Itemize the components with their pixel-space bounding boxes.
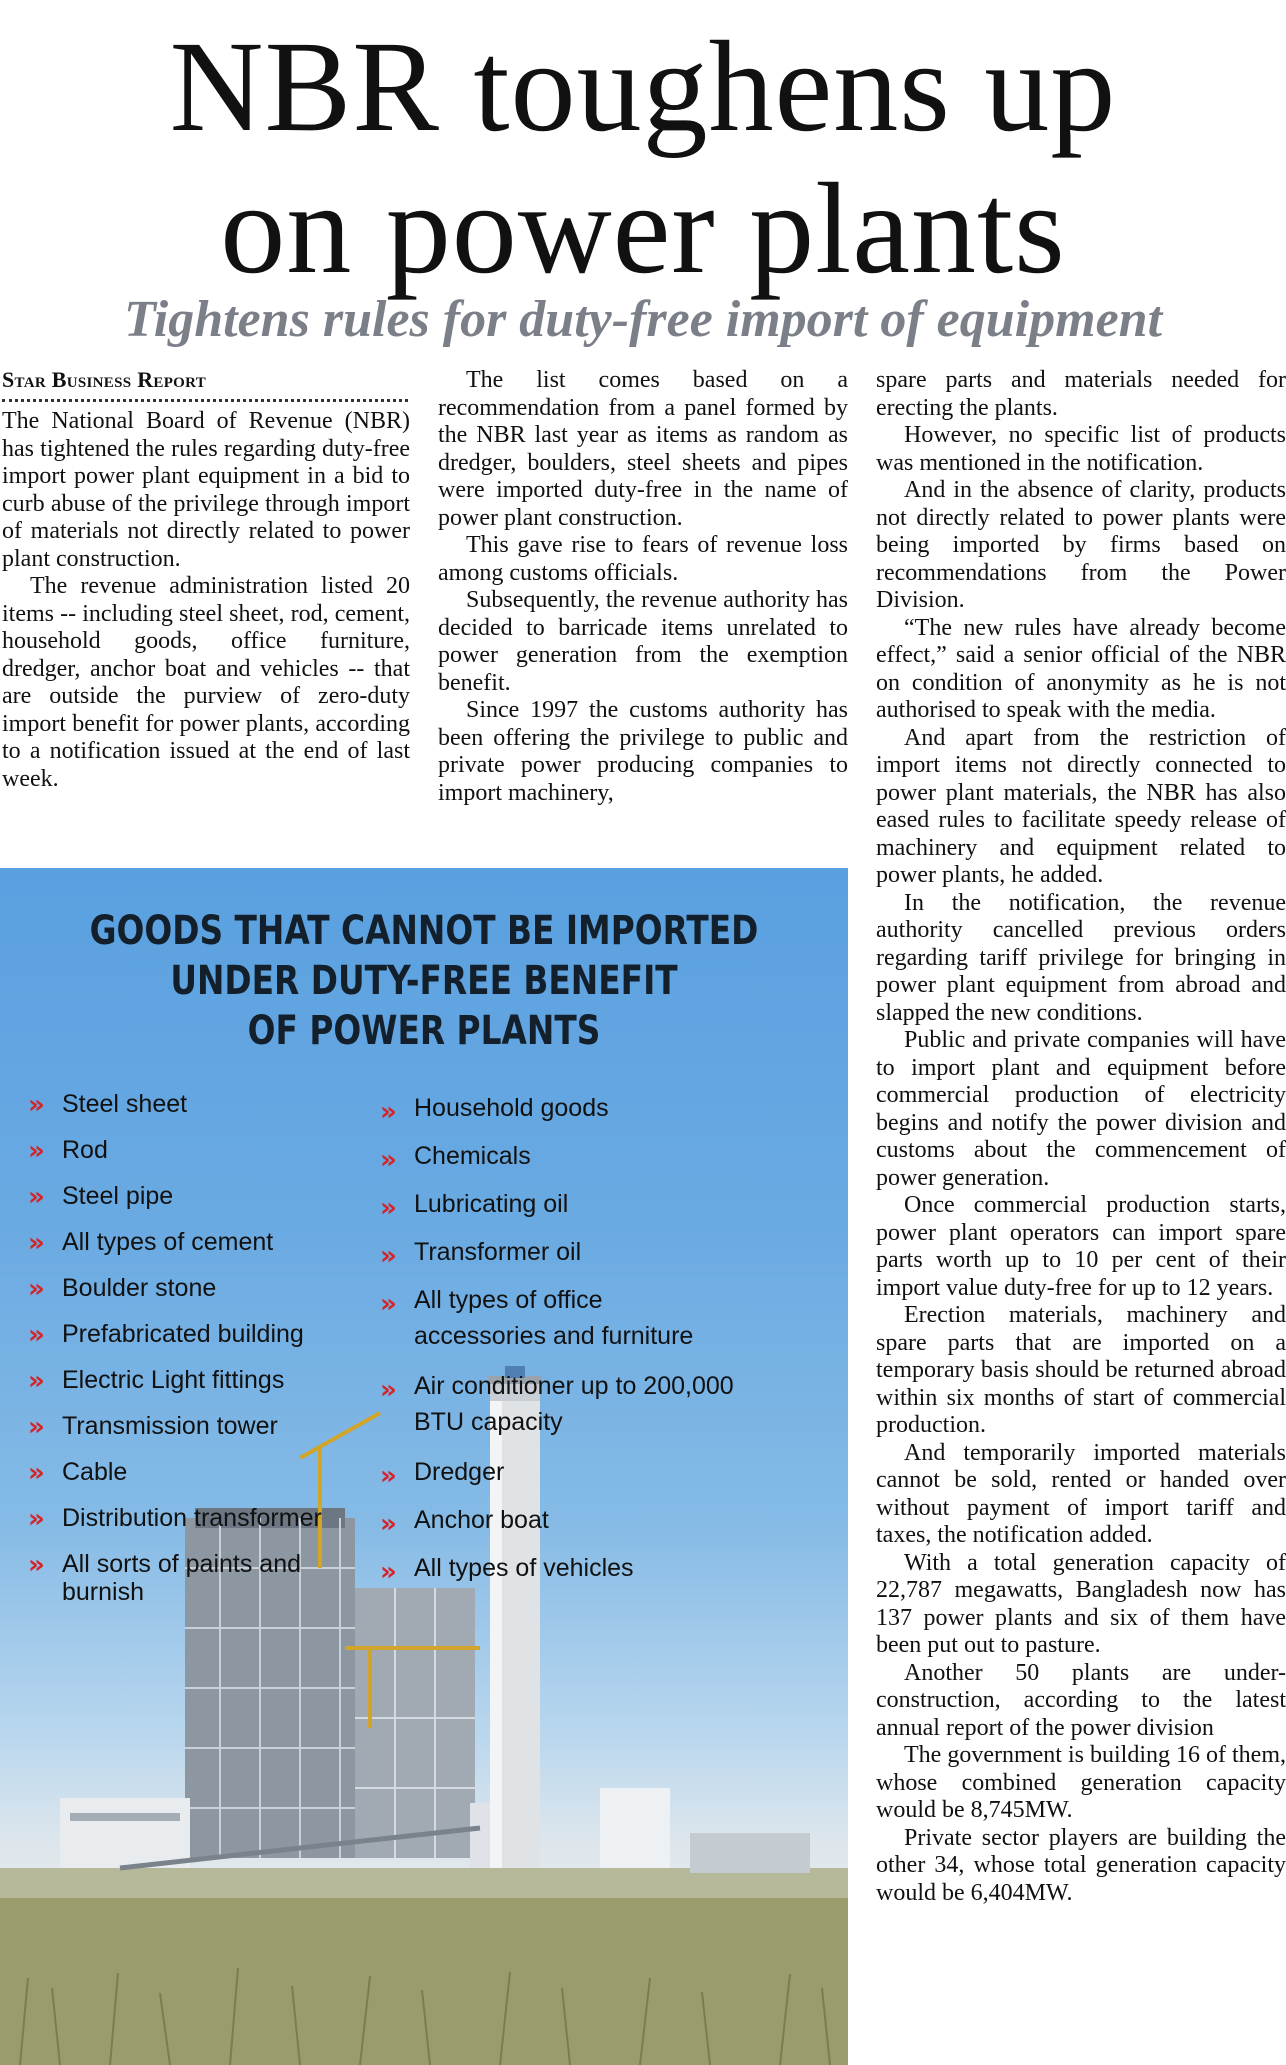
list-item: » Chemicals [380, 1138, 740, 1174]
double-chevron-right-icon: » [380, 1289, 389, 1319]
double-chevron-right-icon: » [28, 1320, 37, 1350]
paragraph: Subsequently, the revenue authority has decided to barricade items unrelated to power generation from the exemption benefit. [438, 587, 848, 696]
double-chevron-right-icon: » [380, 1557, 389, 1587]
double-chevron-right-icon: » [28, 1366, 37, 1396]
list-item: » Boulder stone [28, 1274, 217, 1304]
paragraph: With a total generation capacity of 22,787 megawatts, Bangladesh now has 137 power plants and six of them have been put out to pasture. [876, 1549, 1286, 1658]
infographic-box [0, 868, 848, 2065]
paragraph: And in the absence of clarity, products not directly related to power plants were being imported by firms based on recommendations from the Power Division. [876, 477, 1286, 613]
list-item: » Cable [28, 1458, 128, 1488]
goods-list-left [28, 1090, 358, 1606]
paragraph: Another 50 plants are under-construction, according to the latest annual report of the power division [876, 1659, 1286, 1741]
list-item: » Household goods [380, 1090, 740, 1126]
headline-line-1: NBR toughens up [169, 15, 1117, 159]
list-item: » Distribution transformer [28, 1504, 322, 1534]
double-chevron-right-icon: » [28, 1136, 37, 1166]
paragraph: Erection materials, machinery and spare parts that are imported on a temporary basis should be returned abroad within six months of start of commercial production. [876, 1302, 1286, 1438]
double-chevron-right-icon: » [380, 1509, 389, 1539]
double-chevron-right-icon: » [380, 1193, 389, 1223]
double-chevron-right-icon: » [28, 1458, 37, 1488]
double-chevron-right-icon: » [28, 1274, 37, 1304]
headline-line-2: on power plants [220, 157, 1066, 301]
infobox-title [76, 906, 771, 1056]
double-chevron-right-icon: » [28, 1228, 37, 1258]
list-item: » Prefabricated building [28, 1320, 304, 1350]
list-item: » All types of office accessories and furniture [380, 1286, 694, 1350]
double-chevron-right-icon: » [380, 1145, 389, 1175]
paragraph: Once commercial production starts, power plant operators can import spare parts worth up to 10 per cent of their import value duty-free for up to 12 years. [876, 1192, 1286, 1301]
grass-field [0, 1888, 848, 2065]
paragraph: The list comes based on a recommendation from a panel formed by the NBR last year as items as random as dredger, boulders, steel sheets and pipes were imported duty-free in the name of power plant construction. [438, 367, 848, 531]
goods-list-right [380, 1090, 740, 1598]
paragraph: This gave rise to fears of revenue loss among customs officials. [438, 532, 848, 586]
list-item: » Transformer oil [380, 1234, 740, 1270]
list-item: » Rod [28, 1136, 108, 1166]
double-chevron-right-icon: » [380, 1461, 389, 1491]
double-chevron-right-icon: » [28, 1412, 37, 1442]
byline: Star Business Report [2, 367, 207, 392]
infobox-title-line-2: UNDER DUTY-FREE BENEFIT [170, 958, 678, 1004]
paragraph: In the notification, the revenue authority cancelled previous orders regarding tariff privilege for bringing in power plant equipment from abroad and slapped the new conditions. [876, 889, 1286, 1026]
paragraph: The government is building 16 of them, whose combined generation capacity would be 8,745MW. [876, 1742, 1286, 1823]
paragraph: “The new rules have already become effect,” said a senior official of the NBR on condition of anonymity as he is not authorised to speak with the media. [876, 614, 1286, 723]
list-item: » Electric Light fittings [28, 1366, 285, 1396]
list-item: » All sorts of paints and burnish [28, 1550, 302, 1606]
paragraph: Public and private companies will have to import plant and equipment before commercial production of electricity begins and notify the power division and customs about the commencement of power generation. [876, 1027, 1286, 1191]
infobox-title-line-1: GOODS THAT CANNOT BE IMPORTED [89, 908, 759, 954]
infobox-title-line-3: OF POWER PLANTS [247, 1008, 601, 1054]
paragraph: spare parts and materials needed for erecting the plants. [876, 367, 1286, 421]
paragraph: However, no specific list of products was mentioned in the notification. [876, 422, 1286, 476]
paragraph: Private sector players are building the other 34, whose total generation capacity would be 6,404MW. [876, 1824, 1286, 1906]
list-item: » Steel pipe [28, 1182, 174, 1212]
paragraph: And apart from the restriction of import items not directly connected to power plant materials, the NBR has also eased rules to facilitate speedy release of machinery and equipment related to power plants, he added. [876, 724, 1286, 888]
double-chevron-right-icon: » [28, 1090, 37, 1120]
byline-divider [2, 393, 408, 402]
headline [0, 16, 1286, 300]
double-chevron-right-icon: » [380, 1375, 389, 1405]
list-item: » Air conditioner up to 200,000 BTU capacity [380, 1372, 734, 1436]
double-chevron-right-icon: » [380, 1241, 389, 1271]
list-item: » Dredger [380, 1454, 740, 1490]
list-item: » Lubricating oil [380, 1186, 740, 1222]
list-item: » Transmission tower [28, 1412, 278, 1442]
paragraph: And temporarily imported materials cannot be sold, rented or handed over without payment of import tariff and taxes, the notification added. [876, 1439, 1286, 1548]
article-column-3 [876, 367, 1286, 1907]
double-chevron-right-icon: » [28, 1504, 37, 1534]
double-chevron-right-icon: » [28, 1550, 37, 1580]
subheadline: Tightens rules for duty-free import of equipment [123, 291, 1163, 348]
double-chevron-right-icon: » [28, 1182, 37, 1212]
article-column-2 [438, 367, 848, 807]
paragraph: The revenue administration listed 20 items -- including steel sheet, rod, cement, household goods, office furniture, dredger, anchor boat and vehicles -- that are outside the purview of zero-duty import benefit for power plants, according to a notification issued at the end of last week. [2, 573, 410, 792]
paragraph: Since 1997 the customs authority has been offering the privilege to public and private power producing companies to import machinery, [438, 697, 848, 806]
list-item: » All types of vehicles [380, 1550, 740, 1586]
paragraph: The National Board of Revenue (NBR) has tightened the rules regarding duty-free import power plant equipment in a bid to curb abuse of the privilege through import of materials not directly related to power plant construction. [2, 408, 410, 572]
list-item: » Steel sheet [28, 1090, 188, 1120]
article-column-1 [2, 367, 410, 793]
double-chevron-right-icon: » [380, 1097, 389, 1127]
list-item: » Anchor boat [380, 1502, 740, 1538]
list-item: » All types of cement [28, 1228, 274, 1258]
